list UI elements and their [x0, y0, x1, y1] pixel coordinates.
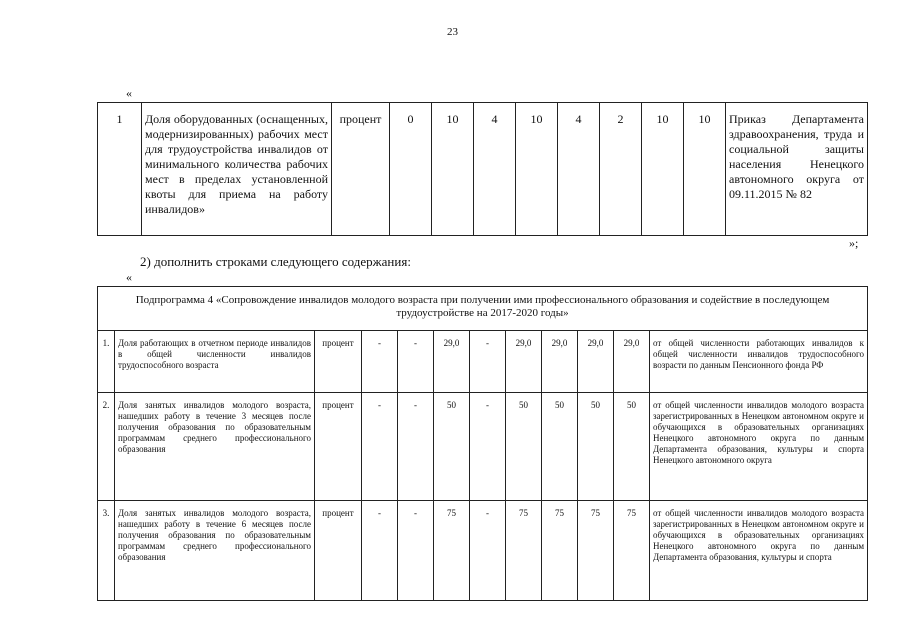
- indicator-name: Доля оборудованных (оснащенных, модернизированных) рабочих мест для трудоустройства инвалидов от минимального количества рабочих мест в пределах установленной квоты для приема на работу инвалидов»: [142, 103, 332, 236]
- source-document: Приказ Департамента здравоохранения, труда и социальной защиты населения Ненецкого автономного округа от 09.11.2015 № 82: [726, 103, 868, 236]
- close-quote-top: »;: [849, 236, 859, 250]
- value-cell: -: [362, 393, 398, 501]
- value-cell: -: [398, 501, 434, 601]
- value-cell: -: [362, 501, 398, 601]
- unit: процент: [315, 501, 362, 601]
- indicator-table-2: [97, 286, 868, 601]
- value-cell: 75: [578, 501, 614, 601]
- value-cell: 10: [432, 103, 474, 236]
- row-number: 3.: [98, 501, 115, 601]
- value-cell: 10: [684, 103, 726, 236]
- row-number: 2.: [98, 393, 115, 501]
- value-cell: 4: [474, 103, 516, 236]
- source-document: от общей численности инвалидов молодого возраста зарегистрированных в Ненецком автономном округе и обучающихся в образовательных организациях Ненецкого автономного округа по данным Департамента образования, культуры и спорта Ненецкого автономного округа: [650, 393, 868, 501]
- table-row: [98, 393, 868, 501]
- table-row: [98, 501, 868, 601]
- value-cell: 4: [558, 103, 600, 236]
- indicator-name: Доля работающих в отчетном периоде инвалидов в общей численности инвалидов трудоспособного возраста: [115, 331, 315, 393]
- page-number: 23: [447, 26, 458, 38]
- unit: процент: [315, 393, 362, 501]
- value-cell: 75: [542, 501, 578, 601]
- value-cell: -: [470, 331, 506, 393]
- value-cell: 29,0: [614, 331, 650, 393]
- value-cell: 29,0: [542, 331, 578, 393]
- value-cell: -: [362, 331, 398, 393]
- value-cell: -: [398, 393, 434, 501]
- value-cell: -: [470, 501, 506, 601]
- value-cell: -: [398, 331, 434, 393]
- indicator-table-1: [97, 102, 868, 236]
- source-document: от общей численности работающих инвалидов к общей численности инвалидов трудоспособного возрасти по данным Пенсионного фонда РФ: [650, 331, 868, 393]
- indicator-name: Доля занятых инвалидов молодого возраста, нашедших работу в течение 3 месяцев после получения образования по образовательным программам среднего профессионального образования: [115, 393, 315, 501]
- value-cell: 50: [578, 393, 614, 501]
- indicator-name: Доля занятых инвалидов молодого возраста, нашедших работу в течение 6 месяцев после получения образования по образовательным программам среднего профессионального образования: [115, 501, 315, 601]
- value-cell: 10: [642, 103, 684, 236]
- subprogram-title: Подпрограмма 4 «Сопровождение инвалидов молодого возраста при получении ими профессионального образования и содействие в последующем трудоустройстве на 2017-2020 годы»: [98, 287, 868, 331]
- table-row: [98, 331, 868, 393]
- open-quote-top: «: [126, 86, 132, 100]
- row-number: 1: [98, 103, 142, 236]
- value-cell: 75: [434, 501, 470, 601]
- value-cell: 2: [600, 103, 642, 236]
- value-cell: 29,0: [506, 331, 542, 393]
- value-cell: 0: [390, 103, 432, 236]
- value-cell: -: [470, 393, 506, 501]
- section-2-heading: 2) дополнить строками следующего содержания:: [140, 254, 411, 269]
- value-cell: 50: [614, 393, 650, 501]
- subprogram-row: [98, 287, 868, 331]
- table-row: [98, 103, 868, 236]
- value-cell: 10: [516, 103, 558, 236]
- value-cell: 50: [506, 393, 542, 501]
- unit: процент: [332, 103, 390, 236]
- open-quote-2: «: [126, 270, 132, 284]
- value-cell: 50: [542, 393, 578, 501]
- value-cell: 29,0: [434, 331, 470, 393]
- value-cell: 75: [506, 501, 542, 601]
- unit: процент: [315, 331, 362, 393]
- source-document: от общей численности инвалидов молодого возраста зарегистрированных в Ненецком автономном округе и обучающихся в образовательных организациях Ненецкого автономного округа по данным Департамента образования, культуры и спорта: [650, 501, 868, 601]
- row-number: 1.: [98, 331, 115, 393]
- value-cell: 29,0: [578, 331, 614, 393]
- value-cell: 50: [434, 393, 470, 501]
- value-cell: 75: [614, 501, 650, 601]
